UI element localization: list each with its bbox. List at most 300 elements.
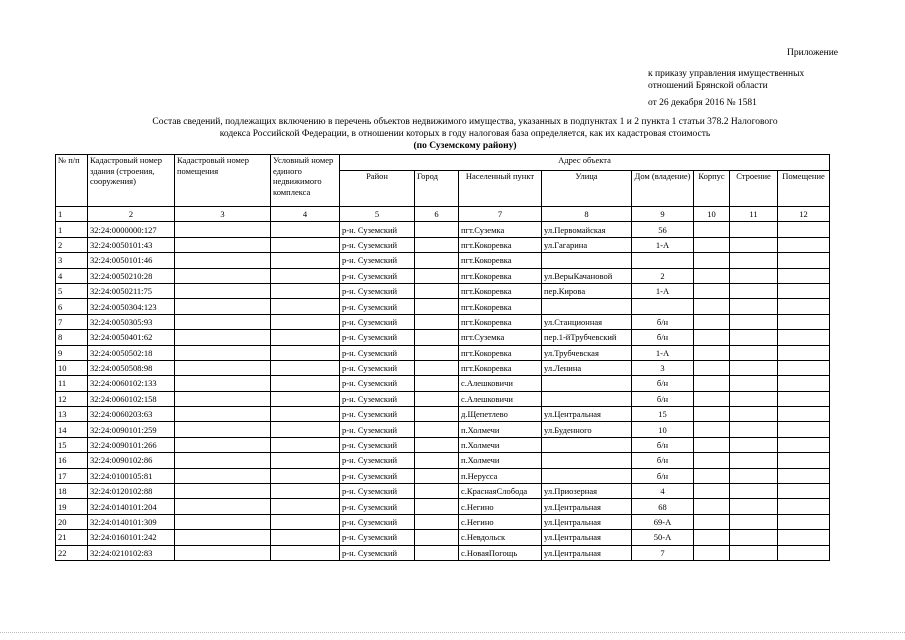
house-cell: 1-А [632,237,694,252]
district-cell: р-н. Суземский [340,376,415,391]
district-cell: р-н. Суземский [340,360,415,375]
district-cell: р-н. Суземский [340,330,415,345]
house-cell: б/н [632,453,694,468]
korpus-cell [694,391,730,406]
cadastral-number-cell: 32:24:0160101:242 [88,530,175,545]
table-row [56,360,830,375]
stroenie-cell [730,237,778,252]
korpus-cell [694,422,730,437]
stroenie-cell [730,253,778,268]
complex-number-cell [271,345,340,360]
column-number: 1 [56,207,88,222]
stroenie-cell [730,376,778,391]
house-cell: б/н [632,330,694,345]
settlement-cell: п.Холмечи [459,422,542,437]
complex-number-cell [271,391,340,406]
pomeshchenie-cell [778,422,830,437]
room-number-cell [175,484,271,499]
stroenie-cell [730,360,778,375]
complex-number-cell [271,330,340,345]
house-cell: б/н [632,314,694,329]
city-cell [415,330,459,345]
row-number-cell: 10 [56,360,88,375]
header-korpus: Корпус [694,171,730,207]
table-row [56,237,830,252]
column-number: 8 [542,207,632,222]
korpus-cell [694,376,730,391]
complex-number-cell [271,422,340,437]
room-number-cell [175,237,271,252]
complex-number-cell [271,453,340,468]
city-cell [415,468,459,483]
city-cell [415,283,459,298]
table-row [56,453,830,468]
street-cell: ул.Центральная [542,499,632,514]
city-cell [415,514,459,529]
room-number-cell [175,360,271,375]
korpus-cell [694,345,730,360]
street-cell: ул.Центральная [542,407,632,422]
pomeshchenie-cell [778,283,830,298]
table-row [56,484,830,499]
header-house: Дом (владение) [632,171,694,207]
city-cell [415,391,459,406]
header-num: № п/п [56,155,88,207]
table-row [56,407,830,422]
header-room: Кадастровый номер помещения [175,155,271,207]
house-cell: 7 [632,545,694,560]
row-number-cell: 1 [56,222,88,237]
document-title [90,117,840,140]
korpus-cell [694,237,730,252]
pomeshchenie-cell [778,376,830,391]
house-cell: 10 [632,422,694,437]
appendix-line1: к приказу управления имущественных [648,69,805,79]
korpus-cell [694,530,730,545]
room-number-cell [175,222,271,237]
house-cell: 3 [632,360,694,375]
complex-number-cell [271,222,340,237]
settlement-cell: пгт.Кокоревка [459,299,542,314]
district-cell: р-н. Суземский [340,422,415,437]
settlement-cell: пгт.Суземка [459,222,542,237]
table-row [56,499,830,514]
objects-table [55,154,830,561]
row-number-cell: 9 [56,345,88,360]
complex-number-cell [271,484,340,499]
stroenie-cell [730,268,778,283]
document-subtitle: (по Суземскому району) [413,141,517,151]
row-number-cell: 11 [56,376,88,391]
stroenie-cell [730,422,778,437]
korpus-cell [694,314,730,329]
house-cell: 69-А [632,514,694,529]
street-cell: ул.Станционная [542,314,632,329]
cadastral-number-cell: 32:24:0050305:93 [88,314,175,329]
house-cell: б/н [632,437,694,452]
settlement-cell: пгт.Кокоревка [459,237,542,252]
street-cell: ул.Центральная [542,514,632,529]
house-cell: 4 [632,484,694,499]
stroenie-cell [730,407,778,422]
settlement-cell: с.КраснаяСлобода [459,484,542,499]
pomeshchenie-cell [778,391,830,406]
district-cell: р-н. Суземский [340,345,415,360]
room-number-cell [175,530,271,545]
table-row [56,437,830,452]
district-cell: р-н. Суземский [340,391,415,406]
table-row [56,391,830,406]
city-cell [415,253,459,268]
room-number-cell [175,391,271,406]
pomeshchenie-cell [778,299,830,314]
cadastral-number-cell: 32:24:0050211:75 [88,283,175,298]
table-row [56,545,830,560]
cadastral-number-cell: 32:24:0050101:43 [88,237,175,252]
stroenie-cell [730,222,778,237]
room-number-cell [175,407,271,422]
room-number-cell [175,514,271,529]
street-cell [542,391,632,406]
settlement-cell: пгт.Кокоревка [459,268,542,283]
row-number-cell: 7 [56,314,88,329]
column-number: 10 [694,207,730,222]
pomeshchenie-cell [778,330,830,345]
room-number-cell [175,422,271,437]
cadastral-number-cell: 32:24:0050401:62 [88,330,175,345]
header-city: Город [415,171,459,207]
title-line1: Состав сведений, подлежащих включению в перечень объектов недвижимого имущества, указанных в подпунктах 1 и 2 пункта 1 статьи 378.2 Налогового [152,117,778,127]
pomeshchenie-cell [778,545,830,560]
city-cell [415,268,459,283]
korpus-cell [694,499,730,514]
city-cell [415,299,459,314]
stroenie-cell [730,283,778,298]
header-address: Адрес объекта [340,155,830,171]
appendix-line2: отношений Брянской области [648,81,768,91]
settlement-cell: с.Негино [459,499,542,514]
cadastral-number-cell: 32:24:0140101:309 [88,514,175,529]
cadastral-number-cell: 32:24:0210102:83 [88,545,175,560]
pomeshchenie-cell [778,530,830,545]
column-number: 7 [459,207,542,222]
settlement-cell: с.НоваяПогощь [459,545,542,560]
row-number-cell: 5 [56,283,88,298]
korpus-cell [694,484,730,499]
pomeshchenie-cell [778,345,830,360]
district-cell: р-н. Суземский [340,453,415,468]
table-row [56,422,830,437]
cadastral-number-cell: 32:24:0050502:18 [88,345,175,360]
city-cell [415,237,459,252]
pomeshchenie-cell [778,237,830,252]
complex-number-cell [271,376,340,391]
stroenie-cell [730,530,778,545]
street-cell [542,468,632,483]
korpus-cell [694,330,730,345]
complex-number-cell [271,253,340,268]
table-row [56,345,830,360]
street-cell [542,376,632,391]
settlement-cell: д.Щепетлево [459,407,542,422]
room-number-cell [175,283,271,298]
table-row [56,330,830,345]
district-cell: р-н. Суземский [340,499,415,514]
district-cell: р-н. Суземский [340,545,415,560]
cadastral-number-cell: 32:24:0090102:86 [88,453,175,468]
row-number-cell: 15 [56,437,88,452]
district-cell: р-н. Суземский [340,253,415,268]
settlement-cell: пгт.Кокоревка [459,283,542,298]
settlement-cell: п.Холмечи [459,453,542,468]
city-cell [415,437,459,452]
cadastral-number-cell: 32:24:0120102:88 [88,484,175,499]
house-cell: 1-А [632,283,694,298]
korpus-cell [694,437,730,452]
district-cell: р-н. Суземский [340,237,415,252]
pomeshchenie-cell [778,222,830,237]
stroenie-cell [730,345,778,360]
district-cell: р-н. Суземский [340,484,415,499]
pomeshchenie-cell [778,314,830,329]
settlement-cell: пгт.Суземка [459,330,542,345]
complex-number-cell [271,514,340,529]
house-cell: 56 [632,222,694,237]
pomeshchenie-cell [778,468,830,483]
stroenie-cell [730,484,778,499]
settlement-cell: пгт.Кокоревка [459,345,542,360]
cadastral-number-cell: 32:24:0060102:133 [88,376,175,391]
column-number: 5 [340,207,415,222]
complex-number-cell [271,545,340,560]
cadastral-number-cell: 32:24:0050101:46 [88,253,175,268]
complex-number-cell [271,468,340,483]
column-number: 9 [632,207,694,222]
cadastral-number-cell: 32:24:0060102:158 [88,391,175,406]
room-number-cell [175,299,271,314]
table-row [56,468,830,483]
appendix-date: от 26 декабря 2016 № 1581 [648,98,757,108]
column-number: 12 [778,207,830,222]
room-number-cell [175,468,271,483]
street-cell [542,453,632,468]
room-number-cell [175,545,271,560]
room-number-cell [175,314,271,329]
korpus-cell [694,407,730,422]
city-cell [415,453,459,468]
pomeshchenie-cell [778,268,830,283]
city-cell [415,407,459,422]
complex-number-cell [271,530,340,545]
district-cell: р-н. Суземский [340,468,415,483]
street-cell [542,253,632,268]
table-row [56,283,830,298]
city-cell [415,422,459,437]
city-cell [415,530,459,545]
pomeshchenie-cell [778,437,830,452]
room-number-cell [175,268,271,283]
street-cell: ул.Центральная [542,545,632,560]
city-cell [415,314,459,329]
street-cell: ул.Буденного [542,422,632,437]
room-number-cell [175,253,271,268]
district-cell: р-н. Суземский [340,314,415,329]
district-cell: р-н. Суземский [340,283,415,298]
complex-number-cell [271,437,340,452]
column-number: 2 [88,207,175,222]
row-number-cell: 3 [56,253,88,268]
house-cell: 1-А [632,345,694,360]
room-number-cell [175,330,271,345]
pomeshchenie-cell [778,484,830,499]
house-cell: 15 [632,407,694,422]
stroenie-cell [730,514,778,529]
column-number: 4 [271,207,340,222]
row-number-cell: 6 [56,299,88,314]
settlement-cell: пгт.Кокоревка [459,253,542,268]
house-cell [632,299,694,314]
row-number-cell: 20 [56,514,88,529]
stroenie-cell [730,545,778,560]
korpus-cell [694,268,730,283]
settlement-cell: с.Алешковичи [459,391,542,406]
table-row [56,514,830,529]
complex-number-cell [271,499,340,514]
column-number: 11 [730,207,778,222]
city-cell [415,360,459,375]
city-cell [415,499,459,514]
pomeshchenie-cell [778,453,830,468]
house-cell: б/н [632,391,694,406]
district-cell: р-н. Суземский [340,268,415,283]
table-row [56,314,830,329]
street-cell [542,437,632,452]
house-cell: 50-А [632,530,694,545]
room-number-cell [175,499,271,514]
street-cell: пер.Кирова [542,283,632,298]
header-street: Улица [542,171,632,207]
header-building: Кадастровый номер здания (строения, сооружения) [88,155,175,207]
street-cell: ул.Ленина [542,360,632,375]
street-cell: ул.Гагарина [542,237,632,252]
district-cell: р-н. Суземский [340,407,415,422]
cadastral-number-cell: 32:24:0050508:98 [88,360,175,375]
row-number-cell: 14 [56,422,88,437]
settlement-cell: с.Невдольск [459,530,542,545]
table-row [56,222,830,237]
korpus-cell [694,514,730,529]
header-stroenie: Строение [730,171,778,207]
stroenie-cell [730,453,778,468]
korpus-cell [694,360,730,375]
title-line2: кодекса Российской Федерации, в отношении которых в году налоговая база определяется, как их кадастровая стоимость [219,128,711,139]
row-number-cell: 13 [56,407,88,422]
table-row [56,530,830,545]
header-settlement: Населенный пункт [459,171,542,207]
district-cell: р-н. Суземский [340,514,415,529]
stroenie-cell [730,314,778,329]
complex-number-cell [271,407,340,422]
pomeshchenie-cell [778,253,830,268]
district-cell: р-н. Суземский [340,437,415,452]
street-cell [542,299,632,314]
street-cell: пер.1-йТрубчевский [542,330,632,345]
settlement-cell: с.Негино [459,514,542,529]
complex-number-cell [271,299,340,314]
page-edge [0,632,905,634]
stroenie-cell [730,468,778,483]
street-cell: ул.Первомайская [542,222,632,237]
house-cell: 2 [632,268,694,283]
room-number-cell [175,437,271,452]
district-cell: р-н. Суземский [340,222,415,237]
district-cell: р-н. Суземский [340,299,415,314]
column-number: 3 [175,207,271,222]
cadastral-number-cell: 32:24:0060203:63 [88,407,175,422]
header-district: Район [340,171,415,207]
row-number-cell: 16 [56,453,88,468]
cadastral-number-cell: 32:24:0050304:123 [88,299,175,314]
row-number-cell: 19 [56,499,88,514]
row-number-cell: 21 [56,530,88,545]
header-complex: Условный номер единого недвижимого комплекса [271,155,340,207]
street-cell: ул.ВерыКачановой [542,268,632,283]
cadastral-number-cell: 32:24:0050210:28 [88,268,175,283]
city-cell [415,222,459,237]
room-number-cell [175,376,271,391]
korpus-cell [694,222,730,237]
pomeshchenie-cell [778,499,830,514]
row-number-cell: 12 [56,391,88,406]
cadastral-number-cell: 32:24:0100105:81 [88,468,175,483]
house-cell [632,253,694,268]
house-cell: б/н [632,376,694,391]
table-row [56,376,830,391]
street-cell: ул.Центральная [542,530,632,545]
complex-number-cell [271,314,340,329]
korpus-cell [694,283,730,298]
city-cell [415,345,459,360]
korpus-cell [694,545,730,560]
pomeshchenie-cell [778,360,830,375]
complex-number-cell [271,360,340,375]
settlement-cell: с.Алешковичи [459,376,542,391]
column-numbers-row [56,207,830,222]
korpus-cell [694,453,730,468]
row-number-cell: 8 [56,330,88,345]
cadastral-number-cell: 32:24:0000000:127 [88,222,175,237]
settlement-cell: пгт.Кокоревка [459,360,542,375]
header-pomeshchenie: Помещение [778,171,830,207]
city-cell [415,484,459,499]
district-cell: р-н. Суземский [340,530,415,545]
korpus-cell [694,468,730,483]
stroenie-cell [730,330,778,345]
cadastral-number-cell: 32:24:0090101:266 [88,437,175,452]
city-cell [415,545,459,560]
settlement-cell: п.Нерусса [459,468,542,483]
table-row [56,253,830,268]
row-number-cell: 4 [56,268,88,283]
room-number-cell [175,453,271,468]
row-number-cell: 17 [56,468,88,483]
room-number-cell [175,345,271,360]
column-number: 6 [415,207,459,222]
stroenie-cell [730,391,778,406]
korpus-cell [694,253,730,268]
appendix-label: Приложение [787,48,838,58]
street-cell: ул.Трубчевская [542,345,632,360]
